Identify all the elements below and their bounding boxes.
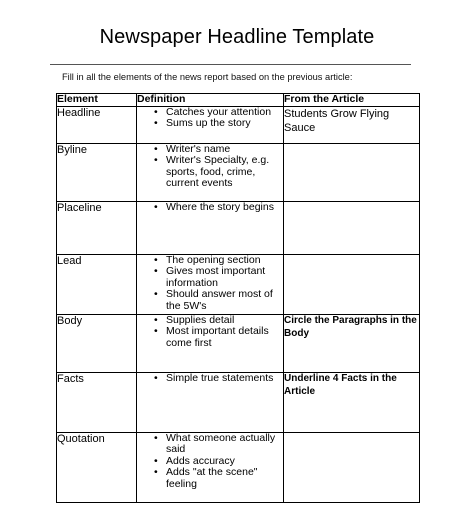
bullet-icon: • bbox=[154, 201, 158, 213]
definition-text: Supplies detail bbox=[166, 314, 235, 326]
definition-list bbox=[137, 373, 283, 384]
bullet-icon: • bbox=[154, 288, 158, 301]
bullet-icon: • bbox=[154, 325, 158, 338]
element-cell: Headline bbox=[57, 107, 137, 144]
header-element: Element bbox=[57, 94, 137, 107]
element-cell: Facts bbox=[57, 373, 137, 433]
element-cell: Placeline bbox=[57, 202, 137, 255]
table-row bbox=[57, 202, 420, 255]
definition-list bbox=[137, 315, 283, 349]
definition-cell bbox=[137, 315, 284, 373]
definition-text: Writer's Specialty, e.g. sports, food, crime, current events bbox=[166, 154, 270, 190]
article-cell[interactable] bbox=[284, 255, 420, 315]
table-header-row bbox=[57, 94, 420, 107]
article-cell[interactable]: Underline 4 Facts in the Article bbox=[284, 373, 420, 433]
definition-cell bbox=[137, 373, 284, 433]
bullet-icon: • bbox=[154, 117, 158, 130]
element-cell: Lead bbox=[57, 255, 137, 315]
bullet-icon: • bbox=[154, 106, 158, 118]
definition-text: The opening section bbox=[166, 254, 261, 266]
table-row bbox=[57, 144, 420, 202]
header-from-the-article: From the Article bbox=[284, 94, 420, 107]
elements-table bbox=[56, 93, 420, 503]
element-cell: Body bbox=[57, 315, 137, 373]
article-cell[interactable]: Circle the Paragraphs in the Body bbox=[284, 315, 420, 373]
table-row bbox=[57, 315, 420, 373]
title-divider bbox=[50, 64, 411, 65]
bullet-icon: • bbox=[154, 454, 158, 467]
bullet-icon: • bbox=[154, 265, 158, 278]
table-body bbox=[57, 107, 420, 503]
definition-list bbox=[137, 144, 283, 190]
bullet-icon: • bbox=[154, 143, 158, 155]
definition-item bbox=[137, 118, 283, 129]
definition-item bbox=[137, 266, 283, 289]
table-row bbox=[57, 433, 420, 503]
definition-text: Sums up the story bbox=[166, 117, 251, 130]
definition-item bbox=[137, 373, 283, 384]
definition-cell bbox=[137, 144, 284, 202]
bullet-icon: • bbox=[154, 314, 158, 326]
definition-text: Writer's name bbox=[166, 143, 231, 155]
article-cell[interactable] bbox=[284, 202, 420, 255]
definition-item bbox=[137, 202, 283, 213]
definition-list bbox=[137, 107, 283, 130]
bullet-icon: • bbox=[154, 466, 158, 479]
instructions-text: Fill in all the elements of the news report based on the previous article: bbox=[62, 72, 353, 82]
table-row bbox=[57, 373, 420, 433]
header-definition: Definition bbox=[137, 94, 284, 107]
definition-item bbox=[137, 289, 283, 312]
element-cell: Byline bbox=[57, 144, 137, 202]
bullet-icon: • bbox=[154, 372, 158, 384]
table-row bbox=[57, 107, 420, 144]
article-cell[interactable]: Students Grow Flying Sauce bbox=[284, 107, 420, 144]
definition-text: Adds "at the scene" feeling bbox=[166, 466, 258, 490]
article-cell[interactable] bbox=[284, 433, 420, 503]
definition-text: Should answer most of the 5W's bbox=[166, 288, 273, 312]
definition-list bbox=[137, 255, 283, 312]
definition-list bbox=[137, 202, 283, 213]
definition-text: Simple true statements bbox=[166, 372, 274, 384]
bullet-icon: • bbox=[154, 154, 158, 167]
definition-text: What someone actually said bbox=[166, 432, 276, 456]
bullet-icon: • bbox=[154, 432, 158, 444]
definition-cell bbox=[137, 107, 284, 144]
definition-cell bbox=[137, 202, 284, 255]
definition-cell bbox=[137, 255, 284, 315]
definition-cell bbox=[137, 433, 284, 503]
element-cell: Quotation bbox=[57, 433, 137, 503]
definition-text: Where the story begins bbox=[166, 201, 274, 213]
definition-text: Catches your attention bbox=[166, 106, 272, 118]
bullet-icon: • bbox=[154, 254, 158, 266]
definition-item bbox=[137, 155, 283, 189]
definition-list bbox=[137, 433, 283, 490]
definition-item bbox=[137, 433, 283, 456]
article-cell[interactable] bbox=[284, 144, 420, 202]
definition-text: Adds accuracy bbox=[166, 454, 235, 467]
definition-item bbox=[137, 467, 283, 490]
table-row bbox=[57, 255, 420, 315]
definition-item bbox=[137, 326, 283, 349]
page-title: Newspaper Headline Template bbox=[99, 26, 375, 48]
definition-text: Most important details come first bbox=[166, 325, 269, 349]
definition-text: Gives most important information bbox=[166, 265, 266, 289]
